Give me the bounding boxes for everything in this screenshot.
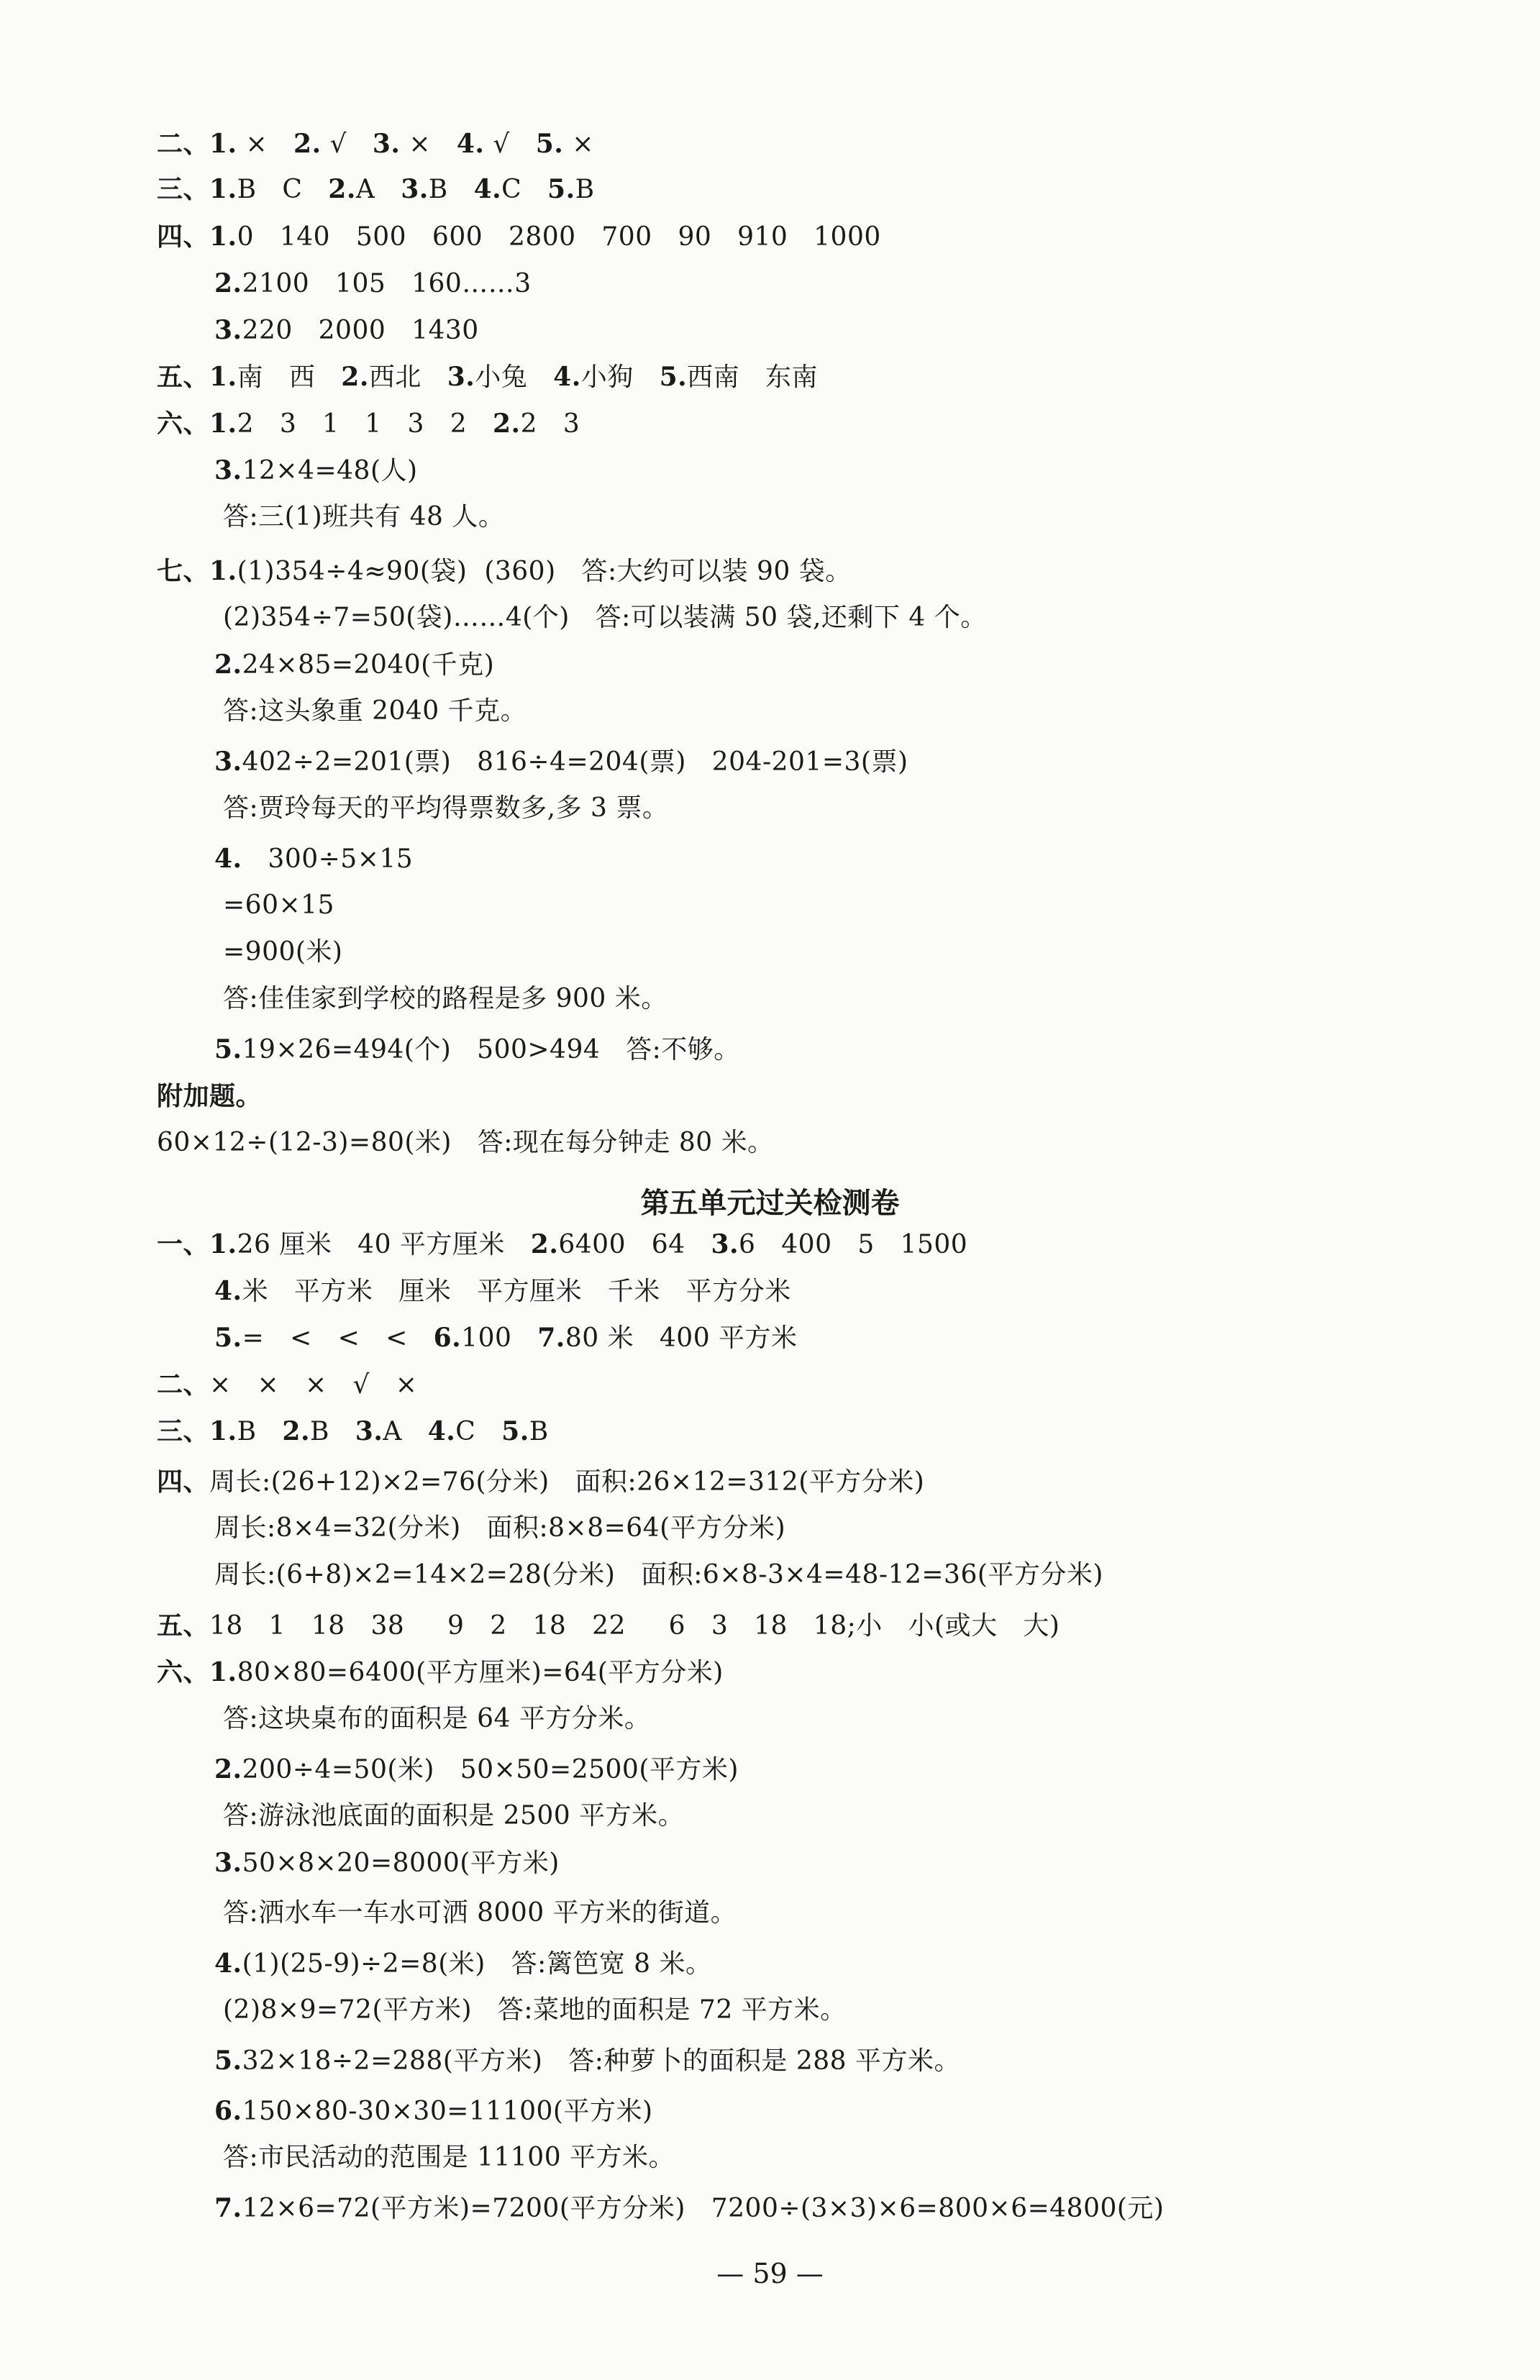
answer-text: A — [383, 1417, 428, 1446]
unit-four-line — [223, 501, 504, 533]
item-label: 3. — [372, 129, 401, 159]
unit-five-line — [223, 1800, 684, 1832]
answer-text: 西南 东南 — [687, 363, 819, 392]
answer-text: B — [575, 175, 595, 204]
answer-text: × × × √ × — [209, 1370, 418, 1400]
section-title: 第五单元过关检测卷 — [640, 1186, 900, 1220]
item-label: 5. — [214, 1034, 242, 1064]
unit-five-line — [214, 2095, 653, 2128]
answer-text: 答:洒水车一车水可洒 8000 平方米的街道。 — [223, 1898, 737, 1928]
unit-four-line — [157, 361, 818, 393]
unit-five-line — [214, 1948, 712, 1980]
answer-text: 6 400 5 1500 — [739, 1230, 968, 1259]
item-label: 二、 — [157, 1369, 210, 1400]
answer-text: A — [355, 175, 401, 204]
unit-five-line — [157, 1415, 549, 1448]
item-label: 4. — [456, 129, 485, 159]
item-label: 2. — [214, 649, 242, 680]
unit-five-line — [157, 1610, 1060, 1642]
unit-four-line — [223, 793, 668, 824]
answer-text: √ — [484, 129, 536, 159]
item-label: 2. — [214, 1754, 242, 1784]
answer-text: 402÷2=201(票) 816÷4=204(票) 204-201=3(票) — [242, 747, 908, 777]
answer-text: 6400 64 — [558, 1230, 711, 1259]
item-label: 6. — [433, 1323, 462, 1353]
item-label: 3. — [214, 315, 242, 345]
unit-four-line — [214, 455, 418, 487]
unit-four-line — [214, 649, 494, 681]
answer-text: 300÷5×15 — [242, 844, 414, 874]
unit-four-line — [214, 746, 908, 778]
item-label: 三、1. — [157, 174, 237, 204]
unit-four-line — [223, 602, 987, 634]
answer-text: 50×8×20=8000(平方米) — [242, 1848, 560, 1878]
unit-five-line — [214, 1513, 785, 1544]
answer-text: 80 米 400 平方米 — [565, 1323, 798, 1353]
unit-four-line — [223, 890, 334, 921]
answer-text: 100 — [461, 1323, 538, 1353]
item-label: 3. — [355, 1416, 383, 1446]
item-label: 5. — [547, 174, 575, 204]
item-label: 六、1. — [157, 1657, 237, 1687]
answer-text: 答:三(1)班共有 48 人。 — [223, 502, 505, 532]
item-label: 4. — [214, 1276, 242, 1306]
answer-text: 小兔 — [475, 363, 554, 392]
unit-four-line — [157, 408, 580, 440]
unit-five-line — [214, 1275, 791, 1308]
answer-text: 答:游泳池底面的面积是 2500 平方米。 — [223, 1801, 685, 1830]
item-label: 7. — [537, 1323, 565, 1353]
answer-text: 60×12÷(12-3)=80(米) 答:现在每分钟走 80 米。 — [157, 1128, 774, 1157]
answer-text: 南 西 — [237, 363, 342, 392]
item-label: 2. — [282, 1416, 310, 1446]
answer-text: C — [501, 175, 548, 204]
unit-four-line — [214, 314, 479, 347]
unit-five-line — [223, 1897, 737, 1929]
unit-five-line — [214, 2045, 960, 2077]
unit-four-line — [214, 1034, 740, 1066]
item-label: 5. — [214, 1323, 242, 1353]
answer-text: 小狗 — [580, 363, 660, 392]
unit-five-line — [223, 1703, 650, 1735]
item-label: 2. — [328, 174, 356, 204]
unit-four-line — [157, 555, 852, 588]
unit-five-line — [214, 2192, 1164, 2225]
item-label: 3. — [447, 362, 475, 392]
unit-five-line — [223, 2142, 675, 2174]
answer-text: 19×26=494(个) 500>494 答:不够。 — [242, 1035, 740, 1064]
unit-four-line — [214, 843, 413, 875]
answer-text: 答:贾玲每天的平均得票数多,多 3 票。 — [223, 793, 669, 823]
answer-text: 周长:8×4=32(分米) 面积:8×8=64(平方分米) — [214, 1513, 786, 1543]
answer-text: B — [529, 1417, 549, 1446]
item-label: 五、 — [157, 1610, 210, 1641]
item-label: 附加题。 — [157, 1081, 263, 1111]
item-label: 2. — [341, 362, 369, 392]
answer-text: 0 140 500 600 2800 700 90 910 1000 — [237, 222, 881, 252]
unit-four-line — [214, 268, 532, 300]
item-label: 4. — [214, 1948, 242, 1979]
item-label: 三、1. — [157, 1416, 237, 1446]
answer-text: 26 厘米 40 平方厘米 — [237, 1230, 531, 1259]
answer-text: 12×6=72(平方米)=7200(平方分米) 7200÷(3×3)×6=800×6=4800(元) — [242, 2194, 1165, 2223]
unit-four-line — [157, 1080, 262, 1113]
answer-text: = < < < — [242, 1323, 434, 1353]
item-label: 3. — [214, 1848, 242, 1878]
answer-text: =900(米) — [223, 937, 343, 967]
item-label: 2. — [530, 1229, 559, 1259]
answer-text: √ — [321, 129, 373, 159]
page-number: — 59 — — [716, 2258, 824, 2289]
item-label: 七、1. — [157, 556, 237, 586]
item-label: 7. — [214, 2193, 242, 2223]
answer-text: × — [563, 129, 594, 159]
answer-text: B — [237, 1417, 283, 1446]
unit-five-line — [223, 1994, 847, 2026]
answer-text: 米 平方米 厘米 平方厘米 千米 平方分米 — [242, 1277, 791, 1306]
item-label: 4. — [553, 362, 581, 392]
item-label: 5. — [501, 1416, 529, 1446]
item-label: 5. — [214, 2046, 242, 2076]
unit-four-line — [223, 696, 527, 727]
answer-text: 200÷4=50(米) 50×50=2500(平方米) — [242, 1755, 739, 1784]
item-label: 4. — [473, 174, 502, 204]
item-label: 2. — [214, 268, 242, 298]
answer-text: 18 1 18 38 9 2 18 22 6 3 18 18;小 小(或大 大) — [209, 1611, 1060, 1641]
answer-text: 220 2000 1430 — [242, 316, 479, 345]
item-label: 3. — [401, 174, 429, 204]
item-label: 一、1. — [157, 1229, 237, 1259]
unit-five-line — [214, 1754, 739, 1786]
answer-text: 80×80=6400(平方厘米)=64(平方分米) — [237, 1658, 724, 1687]
answer-text: 2 3 — [520, 409, 580, 439]
answer-text: (1)354÷4≈90(袋) (360) 答:大约可以装 90 袋。 — [237, 557, 852, 586]
answer-text: C — [455, 1417, 502, 1446]
answer-text: B — [309, 1417, 355, 1446]
answer-text: 2 3 1 1 3 2 — [237, 409, 493, 439]
answer-text: 24×85=2040(千克) — [242, 650, 495, 680]
answer-text: 周长:(26+12)×2=76(分米) 面积:26×12=312(平方分米) — [209, 1467, 925, 1497]
item-label: 3. — [711, 1229, 739, 1259]
unit-four-line — [157, 128, 594, 160]
item-label: 2. — [493, 409, 521, 439]
item-label: 4. — [427, 1416, 456, 1446]
answer-text: B — [428, 175, 474, 204]
unit-four-line — [223, 936, 342, 968]
answer-text: =60×15 — [223, 890, 334, 920]
unit-five-line — [214, 1559, 1103, 1591]
answer-text: 12×4=48(人) — [242, 456, 418, 485]
item-label: 2. — [293, 129, 322, 159]
unit-five-line — [157, 1656, 724, 1689]
unit-five-line — [157, 1228, 967, 1261]
item-label: 5. — [659, 362, 688, 392]
unit-four-line — [157, 221, 881, 253]
unit-five-line — [157, 1369, 417, 1401]
unit-five-line — [214, 1847, 560, 1879]
answer-text: (2)354÷7=50(袋)……4(个) 答:可以装满 50 袋,还剩下 4 个。 — [223, 603, 987, 632]
answer-text: 150×80-30×30=11100(平方米) — [242, 2097, 653, 2126]
item-label: 六、1. — [157, 409, 237, 439]
item-label: 二、1. — [157, 129, 237, 159]
unit-four-line — [157, 173, 595, 206]
item-label: 4. — [214, 844, 242, 874]
unit-four-line — [223, 983, 668, 1015]
item-label: 五、1. — [157, 362, 237, 392]
item-label: 四、 — [157, 1467, 210, 1497]
answer-text: (2)8×9=72(平方米) 答:菜地的面积是 72 平方米。 — [223, 1995, 847, 2025]
answer-text: 32×18÷2=288(平方米) 答:种萝卜的面积是 288 平方米。 — [242, 2046, 960, 2076]
answer-text: B C — [237, 175, 329, 204]
unit-four-line — [157, 1127, 774, 1159]
answer-text: 答:佳佳家到学校的路程是多 900 米。 — [223, 984, 668, 1013]
unit-five-line — [157, 1466, 924, 1498]
answer-text: 答:这块桌布的面积是 64 平方分米。 — [223, 1704, 651, 1733]
item-label: 3. — [214, 747, 242, 777]
answer-text: 答:市民活动的范围是 11100 平方米。 — [223, 2143, 675, 2172]
item-label: 3. — [214, 455, 242, 485]
answer-text: × — [237, 129, 294, 159]
answer-text: 周长:(6+8)×2=14×2=28(分米) 面积:6×8-3×4=48-12=36(平方分米) — [214, 1560, 1103, 1590]
answer-text: (1)(25-9)÷2=8(米) 答:篱笆宽 8 米。 — [242, 1949, 712, 1979]
item-label: 6. — [214, 2096, 242, 2126]
answer-text: 答:这头象重 2040 千克。 — [223, 696, 527, 726]
answer-text: 西北 — [368, 363, 447, 392]
answer-text: × — [400, 129, 457, 159]
item-label: 四、1. — [157, 222, 237, 252]
answer-text: 2100 105 160……3 — [242, 269, 532, 298]
item-label: 5. — [535, 129, 564, 159]
unit-five-line — [214, 1322, 798, 1354]
